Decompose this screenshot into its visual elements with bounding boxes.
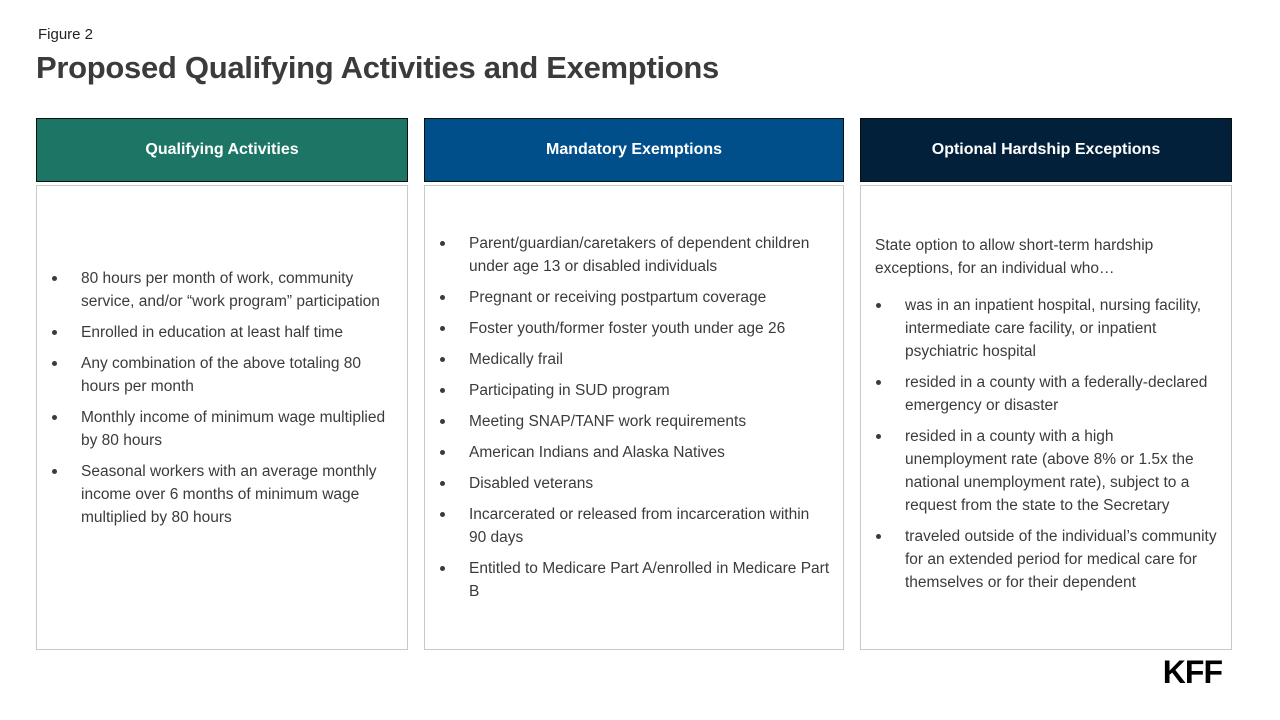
qualifying-activities-list [50,259,394,537]
bullet-item: Any combination of the above totaling 80 hours per month [50,352,394,398]
bullet-item: Monthly income of minimum wage multiplied by 80 hours [50,406,394,452]
page-title: Proposed Qualifying Activities and Exemptions [36,50,719,85]
column-mandatory-exemptions [424,118,844,650]
column-body-mandatory-exemptions [424,185,844,650]
column-header-qualifying-activities: Qualifying Activities [36,118,408,182]
bullet-item: resided in a county with a high unemployment rate (above 8% or 1.5x the national unemployment rate), subject to a request from the state to the Secretary [874,425,1218,517]
kff-logo: KFF [1162,654,1222,690]
bullet-item: traveled outside of the individual’s community for an extended period for medical care for themselves or for their dependent [874,525,1218,594]
optional-hardship-exceptions-list [874,286,1218,602]
bullet-item: resided in a county with a federally-declared emergency or disaster [874,371,1218,417]
column-qualifying-activities [36,118,408,650]
bullet-item: Enrolled in education at least half time [50,321,394,344]
figure-label: Figure 2 [38,26,94,43]
bullet-item: was in an inpatient hospital, nursing facility, intermediate care facility, or inpatient psychiatric hospital [874,294,1218,363]
bullet-item: Disabled veterans [438,472,830,495]
column-header-mandatory-exemptions: Mandatory Exemptions [424,118,844,182]
bullet-item: Medically frail [438,348,830,371]
column-body-qualifying-activities [36,185,408,650]
bullet-item: Pregnant or receiving postpartum coverage [438,286,830,309]
bullet-item: 80 hours per month of work, community service, and/or “work program” participation [50,267,394,313]
bullet-item: Entitled to Medicare Part A/enrolled in Medicare Part B [438,557,830,603]
bullet-item: Parent/guardian/caretakers of dependent children under age 13 or disabled individuals [438,232,830,278]
mandatory-exemptions-list [438,224,830,611]
bullet-item: Foster youth/former foster youth under age 26 [438,317,830,340]
column-body-optional-hardship-exceptions [860,185,1232,650]
bullet-item: Incarcerated or released from incarceration within 90 days [438,503,830,549]
bullet-item: Participating in SUD program [438,379,830,402]
column-header-optional-hardship-exceptions: Optional Hardship Exceptions [860,118,1232,182]
bullet-item: American Indians and Alaska Natives [438,441,830,464]
column-optional-hardship-exceptions [860,118,1232,650]
columns-container [36,118,1232,650]
bullet-item: Seasonal workers with an average monthly income over 6 months of minimum wage multiplied by 80 hours [50,460,394,529]
hardship-intro-text: State option to allow short-term hardship exceptions, for an individual who… [875,236,1154,277]
bullet-item: Meeting SNAP/TANF work requirements [438,410,830,433]
